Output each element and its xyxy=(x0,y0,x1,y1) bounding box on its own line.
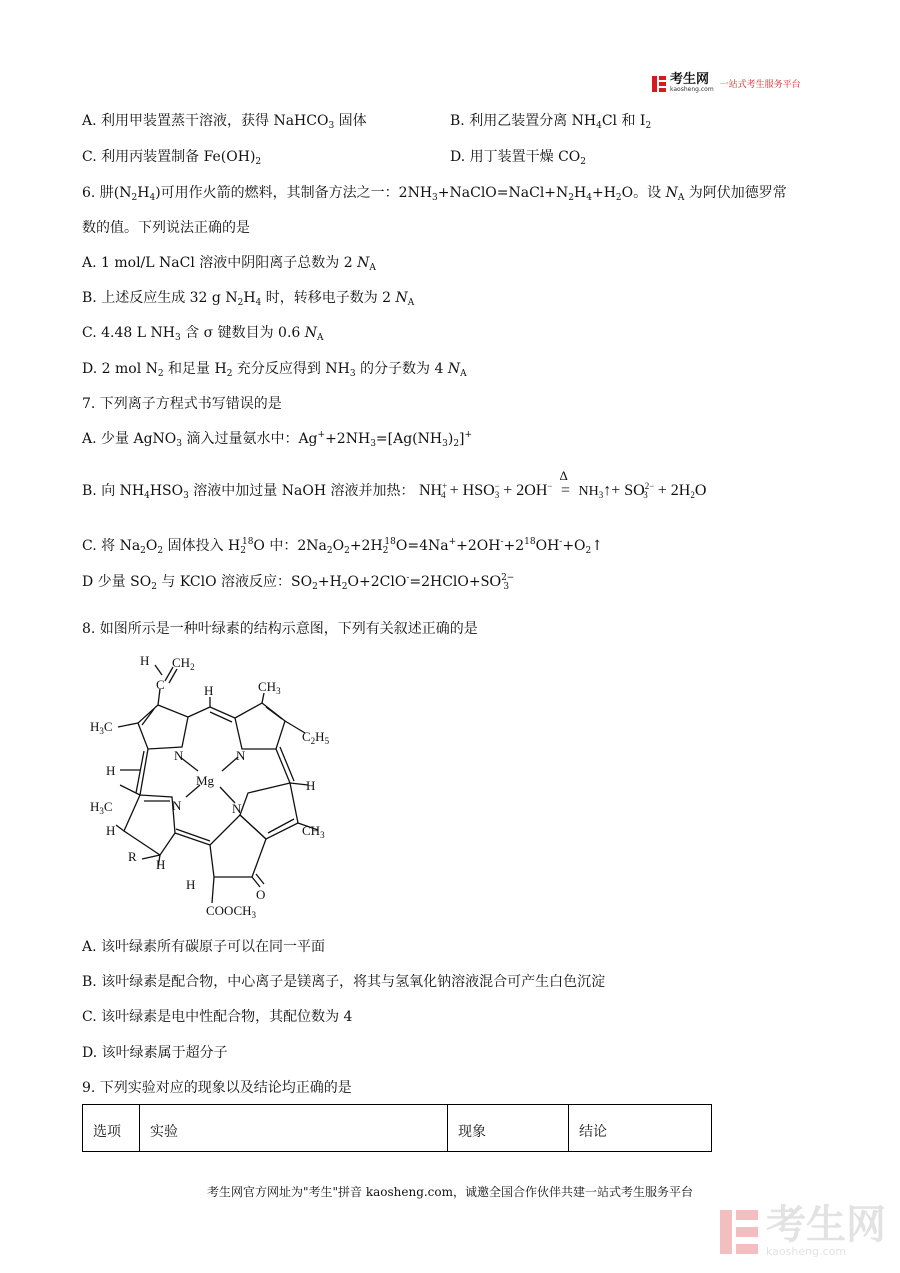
header-logo xyxy=(652,74,801,93)
q8-option-b: B. 该叶绿素是配合物，中心离子是镁离子，将其与氢氧化钠溶液混合可产生白色沉淀 xyxy=(82,974,606,990)
label-o: O xyxy=(256,887,266,902)
label-n3: N xyxy=(172,798,182,813)
label-h-r: H xyxy=(156,857,166,872)
q8-stem: 8. 如图所示是一种叶绿素的结构示意图，下列有关叙述正确的是 xyxy=(82,621,478,637)
label-h3c-left: $H_3C$ xyxy=(90,719,113,736)
q5-option-b: B. 利用乙装置分离 $NH_4Cl$ 和 $I_2$ xyxy=(450,113,652,131)
q7-option-b: B. 向 $NH_4HSO_3$ 溶液中加过量 NaOH 溶液并加热： $NH^+_4 + HSO^-_3 + 2OH^-$ Δ = $NH_3↑+ SO^{2-}_3 + 2H_2O$ xyxy=(82,468,707,501)
chlorophyll-structure-diagram xyxy=(80,645,370,925)
label-cooch3: $COOCH_3$ xyxy=(206,903,257,920)
q5-option-a: A. 利用甲装置蒸干溶液，获得 NaHCO$_3$ 固体 xyxy=(82,113,367,131)
q6-option-d: D. 2 mol $N_2$ 和足量 $H_2$ 充分反应得到 $NH_3$ 的分子数为 4 $N_A$ xyxy=(82,361,467,379)
q8-option-c: C. 该叶绿素是电中性配合物，其配位数为 4 xyxy=(82,1009,353,1025)
label-n1: N xyxy=(174,748,184,763)
label-h-bottom: H xyxy=(186,877,196,892)
logo-domain: kaosheng.com xyxy=(670,86,714,93)
q8-option-d: D. 该叶绿素属于超分子 xyxy=(82,1045,228,1061)
logo-icon xyxy=(652,76,666,92)
heat-equals-sign: Δ = xyxy=(559,468,570,499)
q7-stem: 7. 下列离子方程式书写错误的是 xyxy=(82,396,282,412)
q6-option-a: A. 1 mol/L NaCl 溶液中阴阳离子总数为 2 $N_A$ xyxy=(82,255,376,273)
table-header-experiment: 实验 xyxy=(140,1105,448,1151)
table-header-conclusion: 结论 xyxy=(579,1124,607,1140)
q5-option-d: D. 用丁装置干燥 $CO_2$ xyxy=(450,149,586,167)
q6-stem-line1: 6. 肼$(N_2H_4)$可用作火箭的燃料，其制备方法之一：$2NH_3+NaClO=NaCl+N_2H_4+H_2O$。设 $N_A$ 为阿伏加德罗常 xyxy=(82,185,787,203)
label-h-left: H xyxy=(106,763,116,778)
logo-slogan: 一站式考生服务平台 xyxy=(719,80,801,90)
q8-option-a: A. 该叶绿素所有碳原子可以在同一平面 xyxy=(82,939,326,955)
q7-b-equation: $NH^+_4 + HSO^-_3 + 2OH^-$ Δ = $NH_3↑+ SO^{2-}_3 + 2H_2O$ xyxy=(418,468,707,500)
label-ch3-top: $CH_3$ xyxy=(258,679,281,696)
label-h-top: H xyxy=(140,653,150,668)
q7-option-c: C. 将 $Na_2O_2$ 固体投入 $H_2^{18}O$ 中：$2Na_2O_2+2H_2^{18}O=4Na^++2OH^-+2^{18}OH^-+O_2↑$ xyxy=(82,537,604,556)
label-h-bridge: H xyxy=(204,683,214,698)
watermark-brand: 考生网 xyxy=(766,1202,886,1248)
watermark-logo-icon xyxy=(720,1210,758,1254)
table-header-phenomenon: 现象 xyxy=(448,1105,569,1151)
label-ch2: $CH_2$ xyxy=(172,655,195,672)
label-r: R xyxy=(128,849,137,864)
logo-brand: 考生网 xyxy=(670,72,710,87)
q6-stem-line2: 数的值。下列说法正确的是 xyxy=(82,220,250,236)
label-n2: N xyxy=(236,748,246,763)
label-n4: N xyxy=(232,801,242,816)
q9-stem: 9. 下列实验对应的现象以及结论均正确的是 xyxy=(82,1080,352,1096)
label-h-low: H xyxy=(106,823,116,838)
structure-bonds xyxy=(116,665,318,903)
q7-option-a: A. 少量 AgNO$_3$ 滴入过量氨水中：$Ag^++2NH_3=[Ag(NH_3)_2]^+$ xyxy=(82,430,473,449)
q9-table-header xyxy=(82,1104,712,1152)
q5-option-c: C. 利用丙装置制备 $Fe(OH)_2$ xyxy=(82,149,262,167)
table-header-option: 选项 xyxy=(83,1105,140,1151)
page-footer: 考生网官方网址为"考生"拼音 kaosheng.com，诚邀全国合作伙伴共建一站式考生服务平台 xyxy=(206,1185,694,1199)
watermark xyxy=(720,1202,886,1258)
label-h-right: H xyxy=(306,778,316,793)
label-h3c-low: $H_3C$ xyxy=(90,799,113,816)
label-c-top: C xyxy=(156,677,165,692)
label-ch3-right: $CH_3$ xyxy=(302,823,325,840)
watermark-domain: kaosheng.com xyxy=(766,1245,847,1258)
q7-option-d: D 少量 $SO_2$ 与 KClO 溶液反应：$SO_2+H_2O+2ClO^-=2HClO+SO^{2-}_3$ xyxy=(82,573,515,592)
q6-option-b: B. 上述反应生成 32 g $N_2H_4$ 时，转移电子数为 2 $N_A$ xyxy=(82,290,415,308)
q6-option-c: C. 4.48 L $NH_3$ 含 σ 键数目为 0.6 $N_A$ xyxy=(82,325,324,343)
label-c2h5: $C_2H_5$ xyxy=(302,729,330,746)
label-mg: Mg xyxy=(196,773,215,788)
